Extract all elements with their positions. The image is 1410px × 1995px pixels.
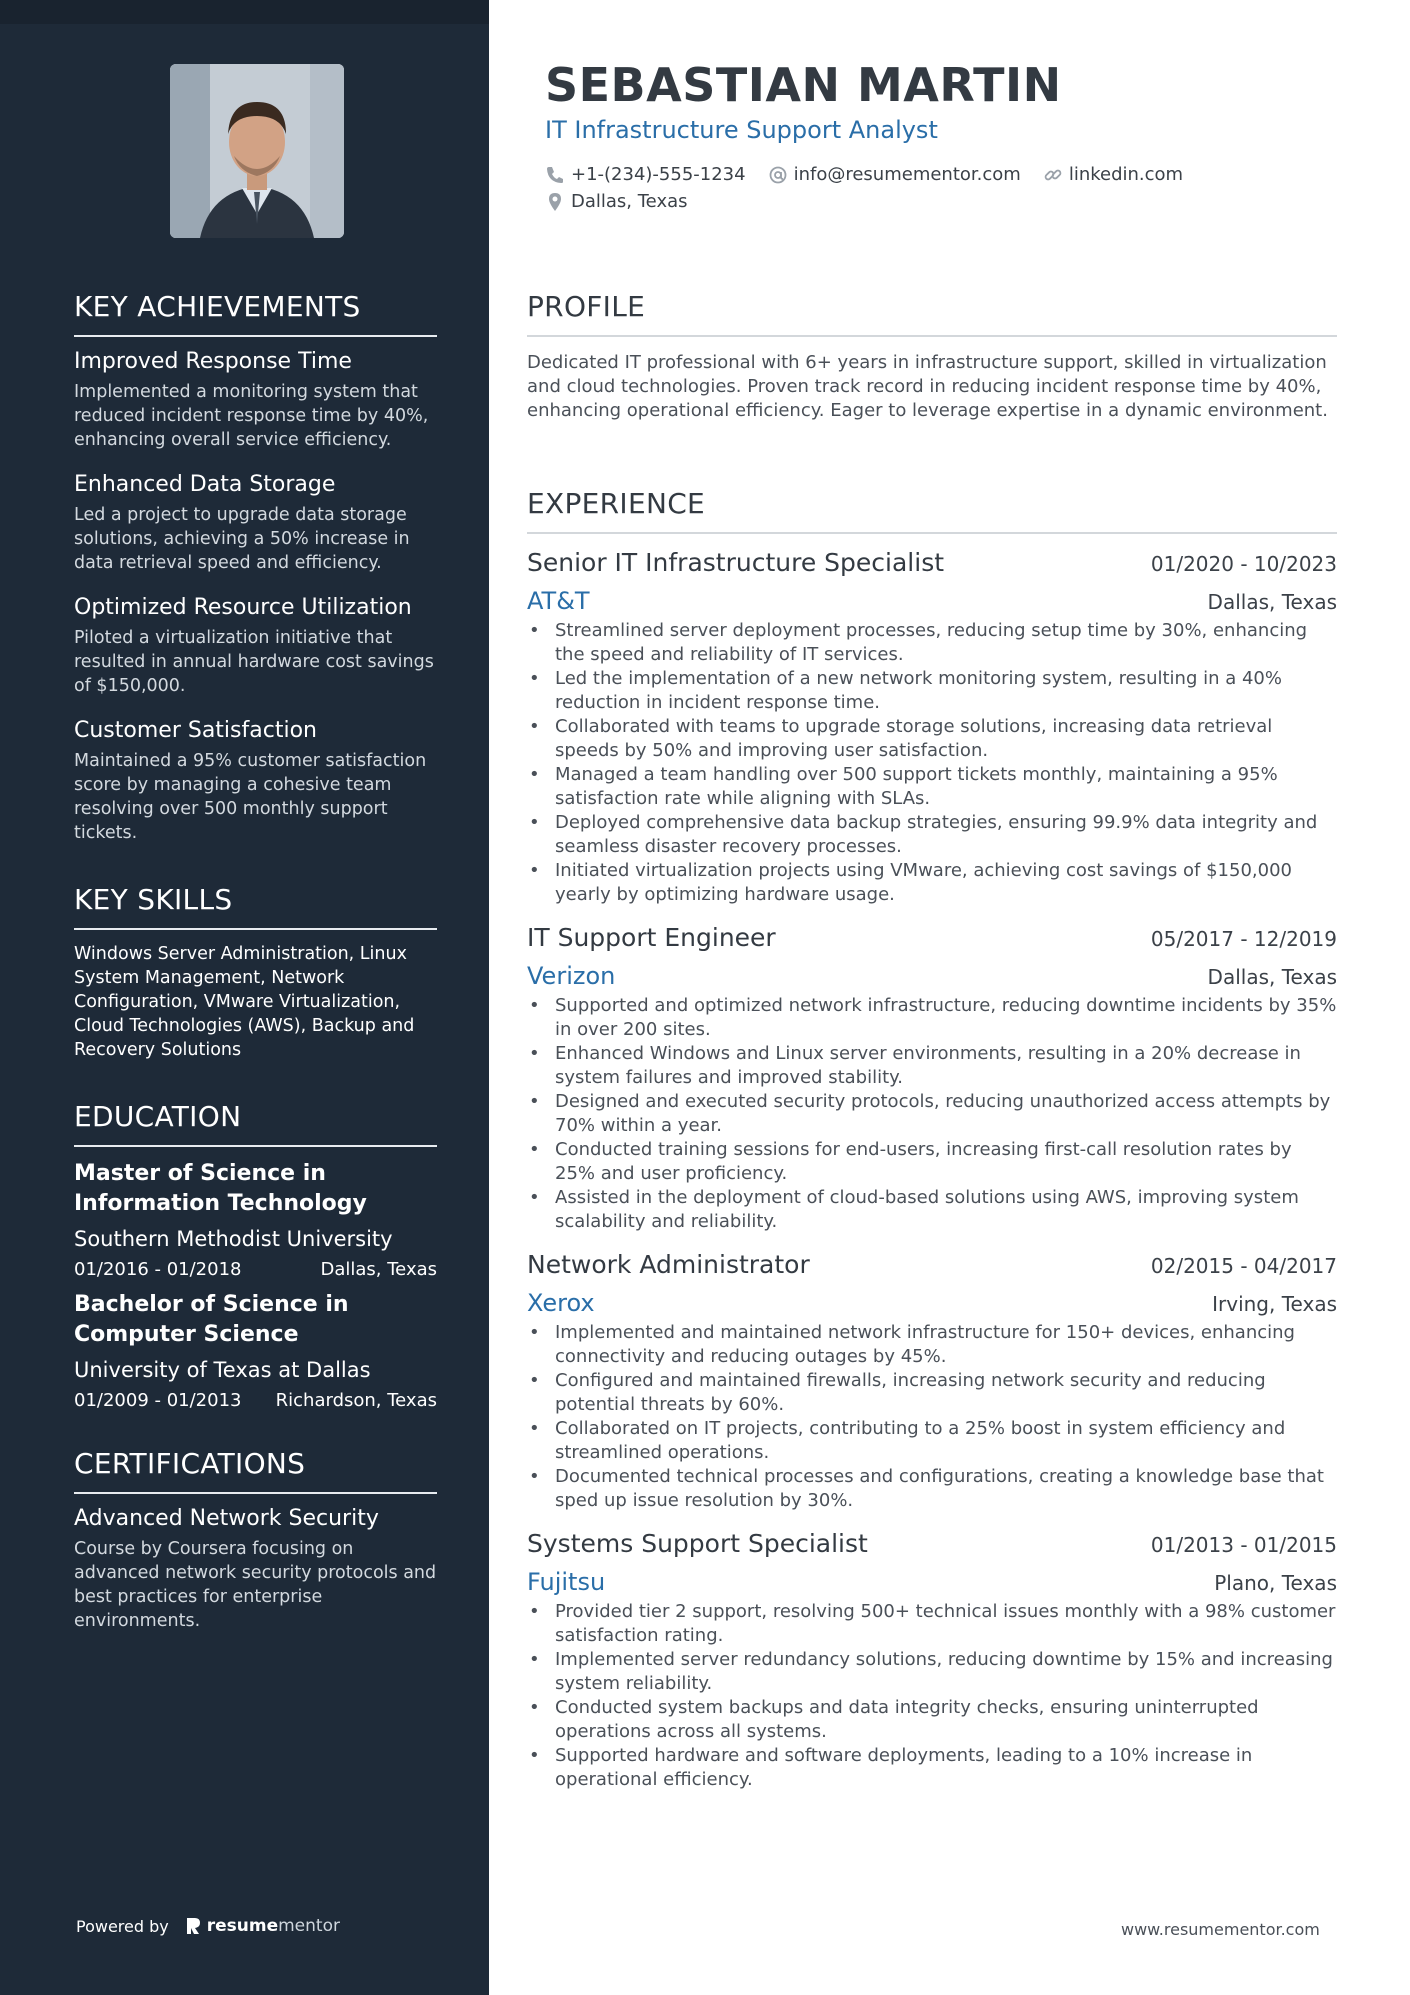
achievement-title: Enhanced Data Storage [74, 472, 336, 497]
job-bullet: • Deployed comprehensive data backup strategies, ensuring 99.9% data integrity and seamless disaster recovery processes. [527, 811, 1337, 859]
experience-section [527, 487, 1337, 1808]
profile-heading: PROFILE [527, 290, 1337, 337]
certification-item [74, 1506, 437, 1633]
job-bullets [527, 619, 1337, 907]
job-bullet: • Provided tier 2 support, resolving 500+ technical issues monthly with a 98% customer satisfaction rating. [527, 1600, 1337, 1648]
job-entry [527, 1529, 1337, 1792]
powered-by-label: Powered by [76, 1916, 169, 1936]
achievement-title: Customer Satisfaction [74, 718, 317, 743]
job-location: Plano, Texas [1214, 1571, 1337, 1595]
achievement-item [74, 595, 437, 698]
sidebar-content [74, 290, 437, 1633]
job-bullet: • Collaborated on IT projects, contributing to a 25% boost in system efficiency and streamlined operations. [527, 1417, 1337, 1465]
job-company: Verizon [527, 962, 616, 990]
powered-by [76, 1916, 340, 1936]
certifications-heading: CERTIFICATIONS [74, 1447, 437, 1494]
email-text: info@resumementor.com [793, 164, 1021, 185]
achievement-item [74, 349, 437, 452]
job-bullet: • Streamlined server deployment processes, reducing setup time by 30%, enhancing the speed and reliability of IT services. [527, 619, 1337, 667]
job-bullet: • Enhanced Windows and Linux server environments, resulting in a 20% decrease in system failures and improved stability. [527, 1042, 1337, 1090]
achievement-desc: Maintained a 95% customer satisfaction score by managing a cohesive team resolving over 500 monthly support tickets. [74, 751, 427, 843]
job-entry [527, 1250, 1337, 1513]
portrait-image [170, 64, 344, 238]
education-location: Dallas, Texas [320, 1259, 437, 1280]
achievement-item [74, 718, 437, 845]
candidate-title: IT Infrastructure Support Analyst [545, 116, 938, 144]
job-bullets [527, 1600, 1337, 1792]
sidebar-top-band [0, 0, 489, 24]
achievement-item [74, 472, 437, 575]
job-company: Fujitsu [527, 1568, 606, 1596]
education-item [74, 1290, 437, 1411]
job-bullet: • Conducted training sessions for end-users, increasing first-call resolution rates by 25% and user proficiency. [527, 1138, 1337, 1186]
education-item [74, 1159, 437, 1280]
job-header [527, 1529, 1337, 1558]
job-dates: 01/2020 - 10/2023 [1150, 552, 1337, 576]
job-subheader [527, 1289, 1337, 1317]
education-meta [74, 1259, 437, 1280]
contact-row [545, 164, 1183, 185]
education-dates: 01/2016 - 01/2018 [74, 1259, 242, 1280]
job-title: Network Administrator [527, 1250, 810, 1279]
job-location: Dallas, Texas [1207, 965, 1337, 989]
job-subheader [527, 587, 1337, 615]
experience-heading: EXPERIENCE [527, 487, 1337, 534]
certification-title: Advanced Network Security [74, 1506, 379, 1531]
job-subheader [527, 962, 1337, 990]
job-company: Xerox [527, 1289, 595, 1317]
job-bullets [527, 1321, 1337, 1513]
job-header [527, 1250, 1337, 1279]
profile-photo [170, 64, 344, 238]
job-subheader [527, 1568, 1337, 1596]
linkedin-text: linkedin.com [1068, 164, 1184, 185]
location-pin-icon [545, 192, 565, 212]
location-text: Dallas, Texas [571, 191, 688, 212]
job-header [527, 923, 1337, 952]
contact-email[interactable] [768, 164, 1021, 185]
profile-text: Dedicated IT professional with 6+ years in infrastructure support, skilled in virtualization and cloud technologies. Proven track record in reducing incident response time by 40%, enhancing operational efficiency. Eager to leverage expertise in a dynamic environment. [527, 352, 1328, 421]
achievement-title: Optimized Resource Utilization [74, 595, 412, 620]
education-degree: Bachelor of Science in Computer Science [74, 1292, 349, 1347]
job-bullet: • Supported and optimized network infrastructure, reducing downtime incidents by 35% in over 200 sites. [527, 994, 1337, 1042]
job-entry [527, 923, 1337, 1234]
job-bullets [527, 994, 1337, 1234]
contact-row-location [545, 191, 688, 212]
education-heading: EDUCATION [74, 1100, 437, 1147]
job-entry [527, 548, 1337, 907]
skills-text: Windows Server Administration, Linux System Management, Network Configuration, VMware Virtualization, Cloud Technologies (AWS), Backup and Recovery Solutions [74, 944, 415, 1060]
candidate-name: SEBASTIAN MARTIN [545, 58, 1062, 112]
skills-heading: KEY SKILLS [74, 883, 437, 930]
sidebar [0, 0, 489, 1995]
job-bullet: • Initiated virtualization projects using VMware, achieving cost savings of $150,000 yearly by optimizing hardware usage. [527, 859, 1337, 907]
job-company: AT&T [527, 587, 590, 615]
link-icon [1043, 165, 1063, 185]
job-bullet: • Documented technical processes and configurations, creating a knowledge base that sped up issue resolution by 30%. [527, 1465, 1337, 1513]
brand-name-light: mentor [278, 1916, 340, 1936]
job-location: Irving, Texas [1212, 1292, 1337, 1316]
achievement-desc: Piloted a virtualization initiative that resulted in annual hardware cost savings of $150,000. [74, 628, 434, 696]
brand-name-bold: resume [206, 1916, 279, 1936]
footer-url-link[interactable]: www.resumementor.com [1121, 1920, 1320, 1939]
profile-section [527, 290, 1337, 423]
at-sign-icon [768, 165, 788, 185]
brand-logo[interactable] [185, 1916, 340, 1936]
achievements-heading: KEY ACHIEVEMENTS [74, 290, 437, 337]
job-bullet: • Configured and maintained firewalls, increasing network security and reducing potential threats by 60%. [527, 1369, 1337, 1417]
education-location: Richardson, Texas [275, 1390, 437, 1411]
phone-icon [545, 165, 565, 185]
achievement-title: Improved Response Time [74, 349, 352, 374]
job-bullet: • Led the implementation of a new network monitoring system, resulting in a 40% reduction in incident response time. [527, 667, 1337, 715]
job-bullet: • Implemented server redundancy solutions, reducing downtime by 15% and increasing system reliability. [527, 1648, 1337, 1696]
phone-text: +1-(234)-555-1234 [571, 164, 746, 185]
job-location: Dallas, Texas [1207, 590, 1337, 614]
education-dates: 01/2009 - 01/2013 [74, 1390, 242, 1411]
job-title: IT Support Engineer [527, 923, 776, 952]
job-bullet: • Collaborated with teams to upgrade storage solutions, increasing data retrieval speeds by 50% and improving user satisfaction. [527, 715, 1337, 763]
job-title: Senior IT Infrastructure Specialist [527, 548, 945, 577]
contact-linkedin[interactable] [1043, 164, 1183, 185]
achievement-desc: Implemented a monitoring system that reduced incident response time by 40%, enhancing overall service efficiency. [74, 382, 429, 450]
achievement-desc: Led a project to upgrade data storage solutions, achieving a 50% increase in data retrieval speed and efficiency. [74, 505, 410, 573]
job-bullet: • Assisted in the deployment of cloud-based solutions using AWS, improving system scalability and reliability. [527, 1186, 1337, 1234]
education-school: University of Texas at Dallas [74, 1358, 371, 1382]
contact-location [545, 191, 688, 212]
contact-phone[interactable] [545, 164, 746, 185]
job-header [527, 548, 1337, 577]
resumementor-logo-icon [185, 1916, 201, 1936]
certification-desc: Course by Coursera focusing on advanced network security protocols and best practices for enterprise environments. [74, 1539, 437, 1631]
job-bullet: • Managed a team handling over 500 support tickets monthly, maintaining a 95% satisfaction rate while aligning with SLAs. [527, 763, 1337, 811]
education-meta [74, 1390, 437, 1411]
job-dates: 01/2013 - 01/2015 [1150, 1533, 1337, 1557]
job-bullet: • Conducted system backups and data integrity checks, ensuring uninterrupted operations across all systems. [527, 1696, 1337, 1744]
job-bullet: • Supported hardware and software deployments, leading to a 10% increase in operational efficiency. [527, 1744, 1337, 1792]
job-dates: 02/2015 - 04/2017 [1150, 1254, 1337, 1278]
education-degree: Master of Science in Information Technology [74, 1161, 367, 1216]
job-bullet: • Designed and executed security protocols, reducing unauthorized access attempts by 70% within a year. [527, 1090, 1337, 1138]
education-school: Southern Methodist University [74, 1227, 393, 1251]
job-bullet: • Implemented and maintained network infrastructure for 150+ devices, enhancing connectivity and reducing outages by 45%. [527, 1321, 1337, 1369]
achievements-list [74, 349, 437, 845]
job-dates: 05/2017 - 12/2019 [1150, 927, 1337, 951]
job-title: Systems Support Specialist [527, 1529, 868, 1558]
